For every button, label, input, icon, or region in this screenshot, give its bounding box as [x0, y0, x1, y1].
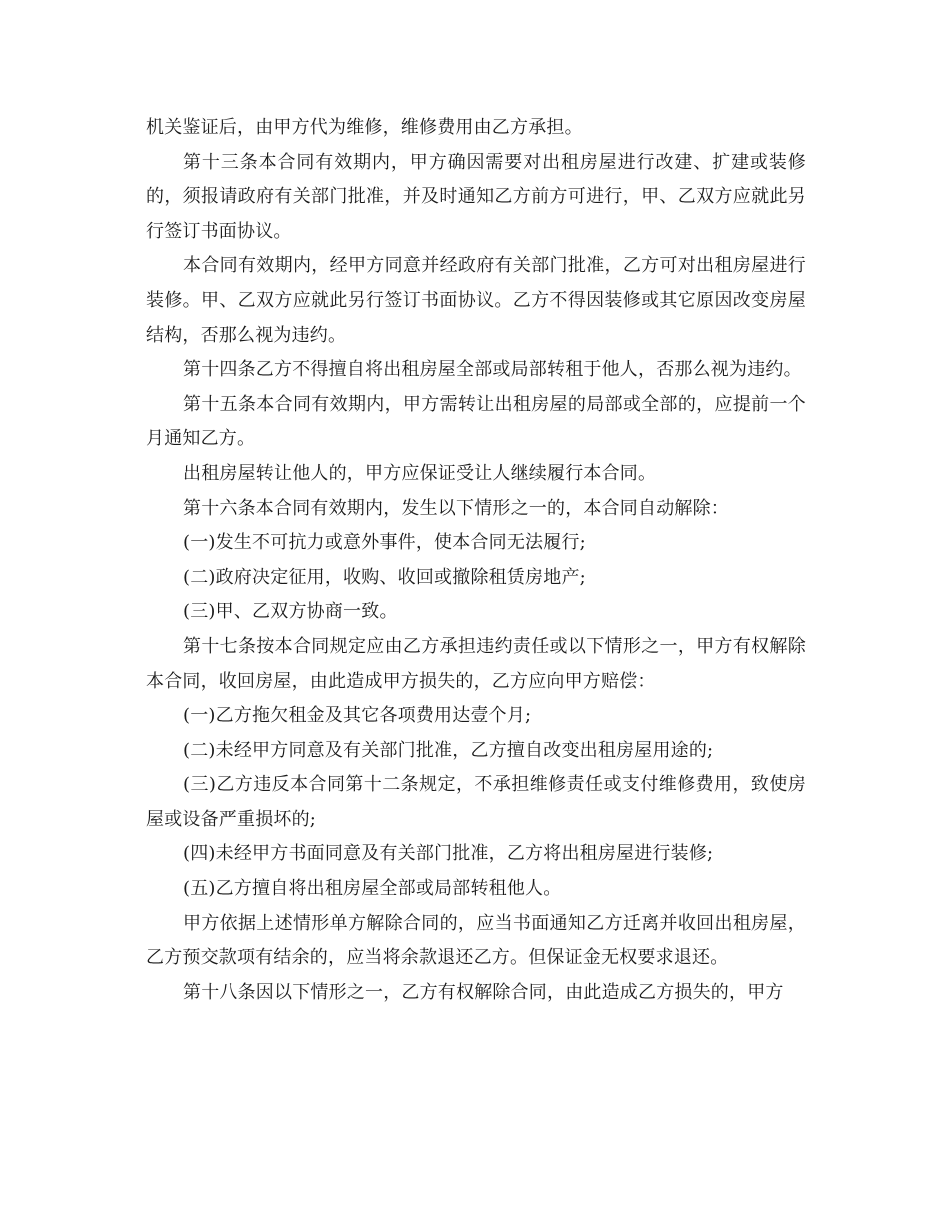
article-17-item-1: (一)乙方拖欠租金及其它各项费用达壹个月; [183, 705, 532, 727]
article-17-paragraph: 第十七条按本合同规定应由乙方承担违约责任或以下情形之一，甲方有权解除本合同，收回房屋，由此造成甲方损失的，乙方应向甲方赔偿： [146, 635, 806, 692]
article-16-paragraph: 第十六条本合同有效期内，发生以下情形之一的，本合同自动解除： [183, 497, 729, 519]
article-16-item-2: (二)政府决定征用，收购、收回或撤除租赁房地产; [183, 566, 586, 588]
article-16-item-3: (三)甲、乙双方协商一致。 [183, 601, 398, 623]
article-14-paragraph: 第十四条乙方不得擅自将出租房屋全部或局部转租于他人，否那么视为违约。 [183, 359, 802, 381]
document-body [146, 111, 806, 1010]
article-15-paragraph: 第十五条本合同有效期内，甲方需转让出租房屋的局部或全部的，应提前一个月通知乙方。 [146, 393, 806, 450]
article-18-paragraph: 第十八条因以下情形之一，乙方有权解除合同，由此造成乙方损失的，甲方 [183, 981, 784, 1003]
renovation-paragraph: 本合同有效期内，经甲方同意并经政府有关部门批准，乙方可对出租房屋进行装修。甲、乙双方应就此另行签订书面协议。乙方不得因装修或其它原因改变房屋结构，否那么视为违约。 [146, 255, 806, 346]
article-16-item-1: (一)发生不可抗力或意外事件，使本合同无法履行; [183, 532, 586, 554]
article-17-item-5: (五)乙方擅自将出租房屋全部或局部转租他人。 [183, 878, 562, 900]
paragraph-continuation: 机关鉴证后，由甲方代为维修，维修费用由乙方承担。 [146, 117, 583, 138]
termination-notice-paragraph: 甲方依据上述情形单方解除合同的，应当书面通知乙方迁离并收回出租房屋，乙方预交款项有结余的，应当将余款退还乙方。但保证金无权要求退还。 [146, 912, 806, 969]
article-17-item-3: (三)乙方违反本合同第十二条规定，不承担维修责任或支付维修费用，致使房屋或设备严重损坏的; [146, 774, 806, 830]
article-17-item-2: (二)未经甲方同意及有关部门批准，乙方擅自改变出租房屋用途的; [183, 739, 714, 761]
transfer-paragraph: 出租房屋转让他人的，甲方应保证受让人继续履行本合同。 [183, 462, 657, 484]
article-13-paragraph: 第十三条本合同有效期内，甲方确因需要对出租房屋进行改建、扩建或装修的，须报请政府有关部门批准，并及时通知乙方前方可进行，甲、乙双方应就此另行签订书面协议。 [146, 151, 806, 242]
article-17-item-4: (四)未经甲方书面同意及有关部门批准，乙方将出租房屋进行装修; [183, 843, 714, 865]
